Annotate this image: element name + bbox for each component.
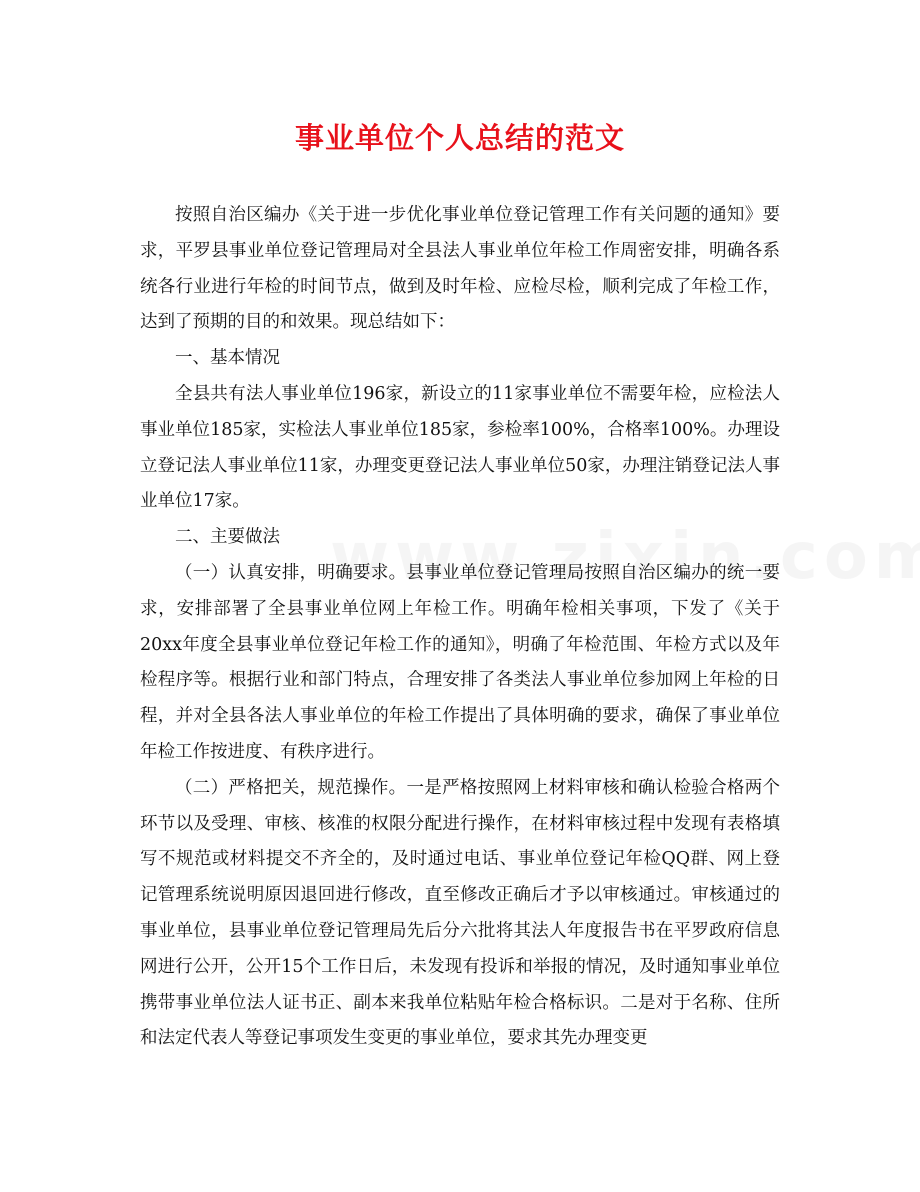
paragraph-basic-info: 全县共有法人事业单位196家，新设立的11家事业单位不需要年检，应检法人事业单位185家，实检法人事业单位185家，参检率100%，合格率100%。办理设立登记法人事业单位11家，办理变更登记法人事业单位50家，办理注销登记法人事业单位17家。 bbox=[140, 383, 780, 512]
paragraph-intro: 按照自治区编办《关于进一步优化事业单位登记管理工作有关问题的通知》要求，平罗县事业单位登记管理局对全县法人事业单位年检工作周密安排，明确各系统各行业进行年检的时间节点，做到及时年检、应检尽检，顺利完成了年检工作，达到了预期的目的和效果。现总结如下： bbox=[140, 205, 780, 333]
document-body bbox=[140, 198, 780, 1057]
paragraph-method-1: （一）认真安排，明确要求。县事业单位登记管理局按照自治区编办的统一要求，安排部署了全县事业单位网上年检工作。明确年检相关事项，下发了《关于20xx年度全县事业单位登记年检工作的通知》，明确了年检范围、年检方式以及年检程序等。根据行业和部门特点，合理安排了各类法人事业单位参加网上年检的日程，并对全县各法人事业单位的年检工作提出了具体明确的要求，确保了事业单位年检工作按进度、有秩序进行。 bbox=[140, 562, 780, 762]
document-title: 事业单位个人总结的范文 bbox=[294, 121, 625, 155]
paragraph-method-2: （二）严格把关，规范操作。一是严格按照网上材料审核和确认检验合格两个环节以及受理、审核、核准的权限分配进行操作，在材料审核过程中发现有表格填写不规范或材料提交不齐全的，及时通过电话、事业单位登记年检QQ群、网上登记管理系统说明原因退回进行修改，直至修改正确后才予以审核通过。审核通过的事业单位，县事业单位登记管理局先后分六批将其法人年度报告书在平罗政府信息网进行公开，公开15个工作日后，未发现有投诉和举报的情况，及时通知事业单位携带事业单位法人证书正、副本来我单位粘贴年检合格标识。二是对于名称、住所和法定代表人等登记事项发生变更的事业单位，要求其先办理变更 bbox=[140, 777, 780, 1049]
section-heading-basic: 一、基本情况 bbox=[175, 348, 280, 369]
section-heading-methods: 二、主要做法 bbox=[175, 527, 280, 548]
